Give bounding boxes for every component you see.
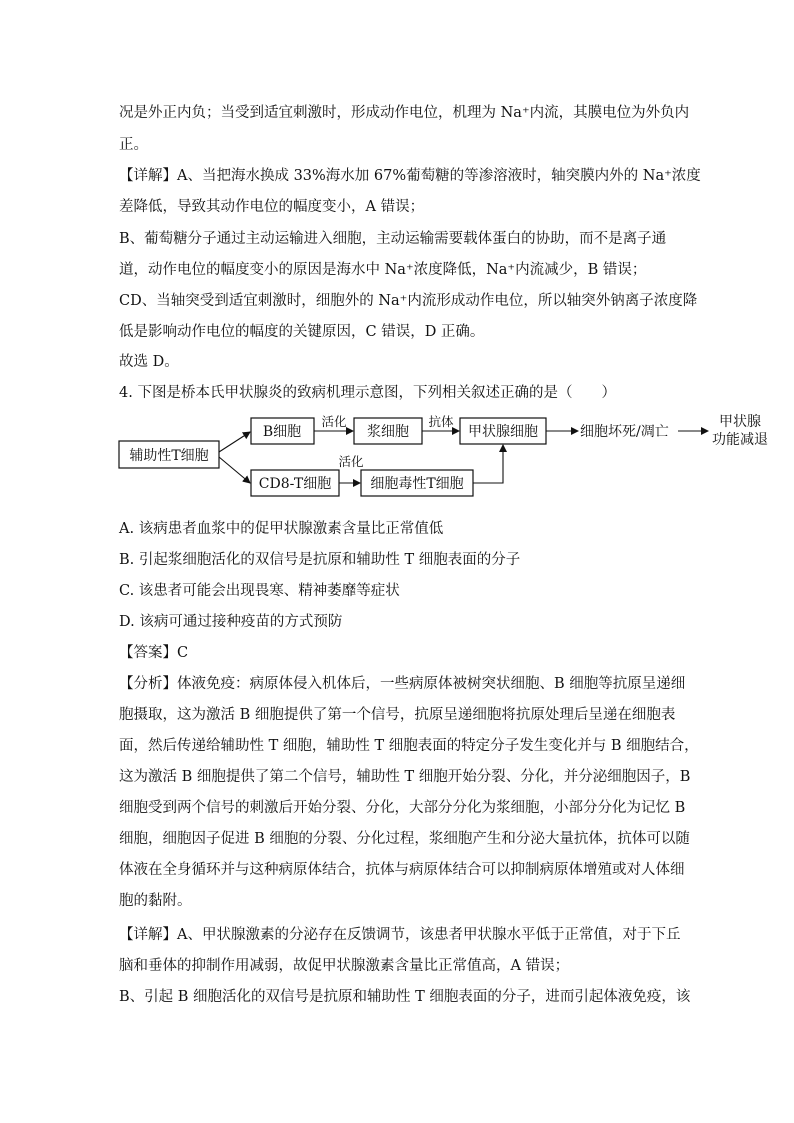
pathogenesis-diagram <box>118 408 778 508</box>
text-line: 细胞受到两个信号的刺激后开始分裂、分化，大部分分化为浆细胞，小部分分化为记忆 B <box>119 800 686 816</box>
text-line: 胞的黏附。 <box>119 893 192 909</box>
text-line: 故选 D。 <box>119 354 179 370</box>
answer-line: 【答案】C <box>119 645 189 661</box>
necrosis-label: 细胞坏死/凋亡 <box>580 424 669 440</box>
outcome-line-2: 功能减退 <box>712 432 768 448</box>
activate-label-1: 活化 <box>321 414 347 429</box>
text-line: 这为激活 B 细胞提供了第二个信号，辅助性 T 细胞开始分裂、分化，并分泌细胞因子，B <box>119 769 691 785</box>
text-line: 【分析】体液免疫：病原体侵入机体后，一些病原体被树突状细胞、B 细胞等抗原呈递细 <box>119 676 686 692</box>
option-a: A. 该病患者血浆中的促甲状腺激素含量比正常值低 <box>119 521 444 537</box>
question-stem: 4. 下图是桥本氏甲状腺炎的致病机理示意图，下列相关叙述正确的是（ ） <box>119 385 616 401</box>
text-line: 面，然后传递给辅助性 T 细胞，辅助性 T 细胞表面的特定分子发生变化并与 B 细胞结合， <box>119 738 699 754</box>
text-line: B、葡萄糖分子通过主动运输进入细胞，主动运输需要载体蛋白的协助，而不是离子通 <box>119 231 667 247</box>
arrow-cytotoxic-to-thyroid <box>473 445 503 483</box>
text-line: CD、当轴突受到适宜刺激时，细胞外的 Na⁺内流形成动作电位，所以轴突外钠离子浓度降 <box>119 293 698 309</box>
option-d: D. 该病可通过接种疫苗的方式预防 <box>119 614 343 630</box>
helper-t-label: 辅助性T细胞 <box>129 448 209 464</box>
text-line: 【详解】A、当把海水换成 33%海水加 67%葡萄糖的等渗溶液时，轴突膜内外的 Na⁺浓度 <box>119 168 701 184</box>
cd8-t-label: CD8-T细胞 <box>258 476 332 492</box>
thyroid-cell-label: 甲状腺细胞 <box>468 424 538 440</box>
text-line: 脑和垂体的抑制作用减弱，故促甲状腺激素含量比正常值高，A 错误； <box>119 958 570 974</box>
option-b: B. 引起浆细胞活化的双信号是抗原和辅助性 T 细胞表面的分子 <box>119 552 521 568</box>
text-line: 胞摄取，这为激活 B 细胞提供了第一个信号，抗原呈递细胞将抗原处理后呈递在细胞表 <box>119 707 676 723</box>
text-line: 【详解】A、甲状腺激素的分泌存在反馈调节，该患者甲状腺水平低于正常值，对于下丘 <box>119 927 681 943</box>
text-line: 况是外正内负；当受到适宜刺激时，形成动作电位，机理为 Na⁺内流，其膜电位为外负内 <box>119 105 690 121</box>
cytotoxic-t-label: 细胞毒性T细胞 <box>370 476 464 492</box>
antibody-label: 抗体 <box>428 414 454 429</box>
text-line: B、引起 B 细胞活化的双信号是抗原和辅助性 T 细胞表面的分子，进而引起体液免疫，该 <box>119 989 691 1005</box>
arrow-helper-to-b <box>219 432 250 452</box>
option-c: C. 该患者可能会出现畏寒、精神萎靡等症状 <box>119 583 400 599</box>
b-cell-label: B细胞 <box>262 424 302 440</box>
text-line: 道，动作电位的幅度变小的原因是海水中 Na⁺浓度降低，Na⁺内流减少，B 错误； <box>119 262 647 278</box>
text-line: 低是影响动作电位的幅度的关键原因，C 错误，D 正确。 <box>119 324 485 340</box>
text-line: 细胞，细胞因子促进 B 细胞的分裂、分化过程，浆细胞产生和分泌大量抗体，抗体可以随 <box>119 831 690 847</box>
plasma-cell-label: 浆细胞 <box>367 424 409 440</box>
text-line: 正。 <box>119 137 148 153</box>
arrow-helper-to-cd8 <box>219 457 250 483</box>
text-line: 体液在全身循环并与这种病原体结合，抗体与病原体结合可以抑制病原体增殖或对人体细 <box>119 862 685 878</box>
activate-label-2: 活化 <box>338 454 364 469</box>
text-line: 差降低，导致其动作电位的幅度变小，A 错误； <box>119 199 425 215</box>
outcome-line-1: 甲状腺 <box>719 414 761 430</box>
